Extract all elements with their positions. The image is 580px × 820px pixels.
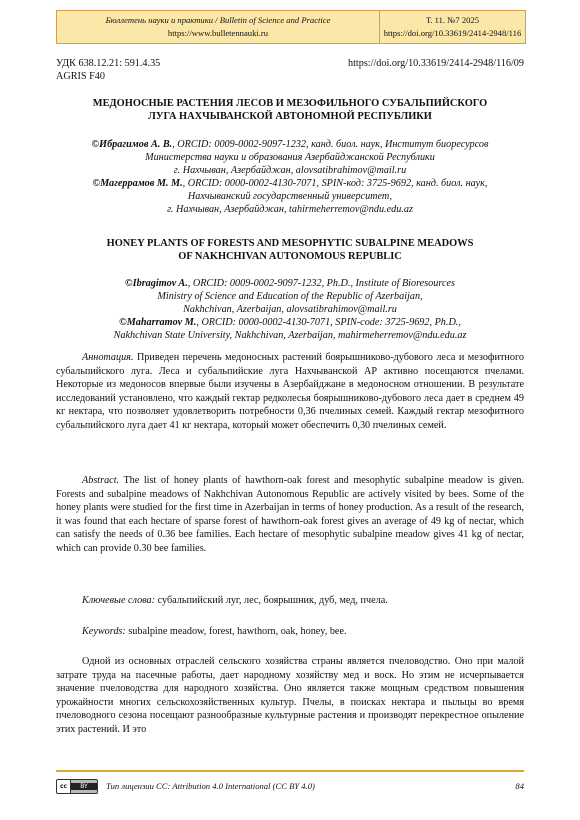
title-ru-line2: ЛУГА НАХЧЫВАНСКОЙ АВТОНОМНОЙ РЕСПУБЛИКИ <box>148 111 432 122</box>
author-en-2-name: ©Maharramov M. <box>119 317 197 328</box>
title-en <box>56 237 524 263</box>
journal-site-link[interactable]: https://www.bulletennauki.ru <box>167 28 269 38</box>
cc-by-label: BY <box>71 783 97 790</box>
title-en-line1: HONEY PLANTS OF FORESTS AND MESOPHYTIC SUBALPINE MEADOWS <box>106 238 474 249</box>
author-en-1-line2: Ministry of Science and Education of the Republic of Azerbaijan, <box>157 291 423 302</box>
author-ru-2-line3: г. Нахчыван, Азербайджан, tahirmeherremov@ndu.edu.az <box>167 204 413 215</box>
journal-title: Бюллетень науки и практики / Bulletin of Science and Practice <box>105 15 331 25</box>
cc-license-icon[interactable] <box>56 779 98 794</box>
journal-header-left <box>57 11 380 43</box>
author-ru-1-name: ©Ибрагимов А. В. <box>91 139 173 150</box>
author-ru-1-line1: ©Ибрагимов А. В., ORCID: 0009-0002-9097-1232, канд. биол. наук, Институт биоресурсов <box>91 139 489 150</box>
keywords-en <box>56 625 524 639</box>
abstract-ru-label: Аннотация. <box>82 352 134 363</box>
abstract-ru-text: Приведен перечень медоносных растений боярышниково-дубового леса и мезофитного субальпийского луга. Леса и субальпийские луга Нахчыванской АР активно посещаются пчелами. Некоторые из медоносов впервые были изучены в Азербайджане в медоносном отношении. В результате исследований установлено, что каждый гектар редколесья боярышниково-дубового леса дает в среднем 49 кг нектара, что позволяет удовлетворить потребности 0,36 пчелиных семей. Каждый гектар мезофитного субальпийского луга дает 41 кг нектара, который может обеспечить 0,30 пчелиных семей. <box>56 352 524 431</box>
body-paragraph: Одной из основных отраслей сельского хозяйства страны является пчеловодство. Оно при малой затрате труда на пасечные работы, дает народному хозяйству мед и воск. Но этим не исчерпывается значение пчеловодства для народного хозяйства. Оно является также мощным средством повышения урожайности многих сельскохозяйственных культур. Пчелы, в поисках нектара и пыльцы во время пчеловодного сезона посещают разнообразные культурные растения и производят перекрестное опыление этих растений. И это <box>56 656 524 735</box>
keywords-ru-text: субальпийский луг, лес, боярышник, дуб, мед, пчела. <box>155 595 388 606</box>
title-ru-line1: МЕДОНОСНЫЕ РАСТЕНИЯ ЛЕСОВ И МЕЗОФИЛЬНОГО СУБАЛЬПИЙСКОГО <box>92 98 488 109</box>
license-text: Тип лицензии CC: Attribution 4.0 International (CC BY 4.0) <box>106 781 315 791</box>
journal-header <box>56 10 526 44</box>
agris-code: AGRIS F40 <box>56 71 105 82</box>
journal-volume: Т. 11. №7 2025 <box>425 15 480 25</box>
author-ru-2-name: ©Магеррамов М. М. <box>92 178 183 189</box>
keywords-en-label: Keywords: <box>82 626 126 637</box>
journal-header-right <box>380 11 525 43</box>
author-ru-1-line3: г. Нахчыван, Азербайджан, alovsatibrahimov@mail.ru <box>173 165 407 176</box>
classification-codes <box>56 57 160 83</box>
keywords-en-text: subalpine meadow, forest, hawthorn, oak, honey, bee. <box>125 626 347 637</box>
author-ru-2-line1: ©Магеррамов М. М., ORCID: 0000-0002-4130-7071, SPIN-код: 3725-9692, канд. биол. наук, <box>92 178 488 189</box>
title-en-line2: OF NAKHCHIVAN AUTONOMOUS REPUBLIC <box>178 251 402 262</box>
keywords-ru-label: Ключевые слова: <box>82 595 156 606</box>
author-ru-2-line2: Нахчыванский государственный университет, <box>187 191 393 202</box>
author-en-2-line1: ©Maharramov M., ORCID: 0000-0002-4130-7071, SPIN-code: 3725-9692, Ph.D., <box>119 317 461 328</box>
cc-icon-label: cc <box>57 780 71 793</box>
abstract-en-text: The list of honey plants of hawthorn-oak forest and mesophytic subalpine meadow is given. Forests and subalpine meadows of Nakhchivan Autonomous Republic are actively visited by bees. Some of the honey plants were studied for the first time in Azerbaijan in terms of honey production. As a result of the research, it was found that each hectare of sparse forest of hawthorn-oak forest gives an average of 49 kg of nectar, which can satisfy the needs of 0.36 bee families. Each hectare of mesophytic subalpine meadow gives 41 kg of nectar, which can provide 0.30 bee families. <box>56 475 524 554</box>
title-ru <box>56 97 524 123</box>
journal-doi-link[interactable]: https://doi.org/10.33619/2414-2948/116 <box>383 28 522 38</box>
abstract-en <box>56 474 524 556</box>
keywords-ru <box>56 594 524 608</box>
authors-ru <box>56 138 524 216</box>
author-ru-1-line2: Министерства науки и образования Азербайджанской Республики <box>145 152 435 163</box>
article-doi-link[interactable]: https://doi.org/10.33619/2414-2948/116/09 <box>347 58 524 69</box>
page-footer <box>56 778 524 794</box>
author-en-1-line1: ©Ibragimov A., ORCID: 0009-0002-9097-1232, Ph.D., Institute of Bioresources <box>125 278 455 289</box>
authors-en <box>56 277 524 342</box>
page-number: 84 <box>515 781 524 791</box>
author-en-2-line2: Nakhchivan State University, Nakhchivan, Azerbaijan, mahirmeherremov@ndu.edu.az <box>113 330 467 341</box>
udk-code: УДК 638.12.21: 591.4.35 <box>56 58 161 69</box>
abstract-en-label: Abstract. <box>82 475 120 486</box>
author-en-1-name: ©Ibragimov A. <box>125 278 188 289</box>
abstract-ru <box>56 351 524 433</box>
footer-divider <box>56 770 524 772</box>
author-en-1-line3: Nakhchivan, Azerbaijan, alovsatibrahimov@mail.ru <box>183 304 397 315</box>
